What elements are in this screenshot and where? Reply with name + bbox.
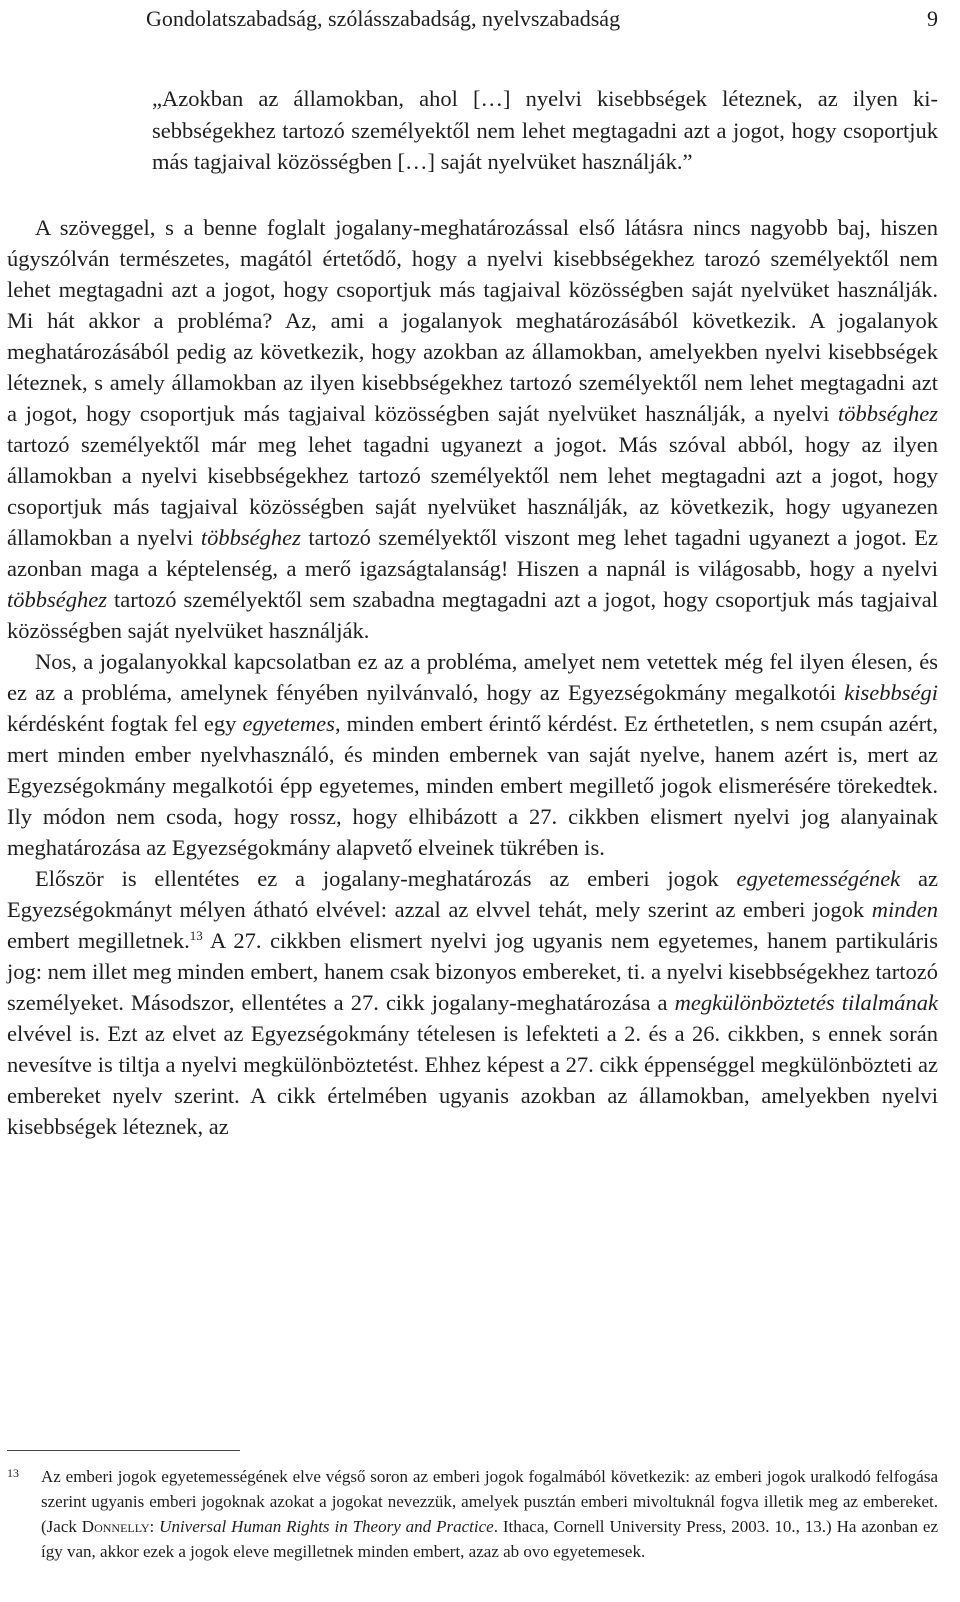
paragraph-3: [7, 863, 938, 1142]
book-title: Universal Human Rights in Theory and Practice: [159, 1517, 494, 1536]
italic-run: kisebbségi: [844, 680, 938, 705]
footnote-separator: [7, 1450, 240, 1451]
text-run: . Ithaca, Cornell University Press, 2003. 10., 13.) Ha azonban ez így van, akkor ezek a jogok eleve megilletnek minden embert, azaz ab ovo egyetemesek.: [41, 1517, 938, 1561]
running-title: Gondolatszabadság, szólásszabadság, nyelvszabadság: [146, 6, 621, 31]
footnote-number: 13: [7, 1466, 19, 1480]
italic-run: egyetemes: [242, 711, 335, 736]
footnote-text: [41, 1464, 938, 1564]
italic-run: minden: [871, 897, 938, 922]
text-run: tartozó személyektől viszont meg lehet tagadni ugyanezt a jogot. Ez azonban maga a képtelenség, a merő igazságtalanság! Hiszen a napnál is világosabb, hogy a nyelvi: [7, 525, 938, 581]
text-run: A szöveggel, s a benne foglalt jogalany-meghatározással első látásra nincs nagyobb baj, hiszen úgyszólván természetes, magától értetődő, hogy a nyelvi kisebbségekhez tarozó személyektől nem lehet megtagadni azt a jogot, hogy csoportjuk más tagjaival közösségben saját nyelvüket használják. Mi hát akkor a probléma? Az, ami a jogalanyok meghatározásából következik. A jogalanyok meghatározásából pedig az következik, hogy azokban az államokban, amelyekben nyelvi kisebbségek léteznek, s amely államokban az ilyen kisebbségekhez tartozó személyektől nem lehet megtagadni azt a jogot, hogy csoportjuk más tagjaival közösségben saját nyelvüket használják, a nyelvi: [7, 215, 938, 426]
italic-run: megkülönböztetés tilalmának: [674, 990, 938, 1015]
italic-run: egyetemességének: [736, 866, 901, 891]
footnote-reference[interactable]: 13: [189, 928, 203, 943]
text-run: Először is ellentétes ez a jogalany-meghatározás az emberi jogok: [35, 866, 737, 891]
text-run: , minden embert érintő kérdést. Ez érthetetlen, s nem csupán azért, mert minden ember nyelvhasználó, és minden embernek van saját nyelve, hanem azért is, mert az Egyezségokmány megalkotói épp egyetemes, minden embert megillető jogok elismerésére törekedtek. Ily módon nem csoda, hogy rossz, hogy elhibázott a 27. cikkben elismert nyelvi jog alanyainak meghatározása az Egyezségokmány alapvető elveinek tükrében is.: [7, 711, 938, 860]
italic-run: többséghez: [200, 525, 301, 550]
running-header: [146, 3, 938, 35]
paragraph-1: [7, 212, 938, 646]
italic-run: többséghez: [838, 401, 938, 426]
text-run: az Egyezségokmányt mélyen átható elvével: azzal az elvvel tehát, mely szerint az emberi jogok: [7, 866, 938, 922]
italic-run: többséghez: [7, 587, 107, 612]
text-run: tartozó személyektől már meg lehet tagadni ugyanezt a jogot. Más szóval abból, hogy az ilyen államokban a nyelvi kisebbségekhez tartozó személyektől nem lehet megtagadni azt a jogot, hogy csoportjuk más tagjaival közösségben saját nyelvüket használják, az következik, hogy ugyanezen államokban a nyelvi: [7, 432, 938, 550]
text-run: tartozó személyektől sem szabadna megtagadni azt a jogot, hogy csoportjuk más tagjaival közösségben saját nyelvüket használják.: [7, 587, 938, 643]
author-name: Donnelly: [81, 1517, 150, 1536]
text-run: kérdésként fogtak fel egy: [7, 711, 243, 736]
text-run: elvével is. Ezt az elvet az Egyezségokmány tételesen is lefekteti a 2. és a 26. cikkben, s ennek során nevesítve is tiltja a nyelvi megkülönböztetést. Ehhez képest a 27. cikk éppenséggel megkülönbözteti az embereket nyelv szerint. A cikk értelmében ugyanis azokban az államokban, amelyekben nyelvi kisebbségek léteznek, az: [7, 1021, 938, 1139]
page-number: 9: [927, 6, 938, 31]
text-run: Nos, a jogalanyokkal kapcsolatban ez az a probléma, amelyet nem vetettek még fel ilyen élesen, és ez az a probléma, amelynek fényében nyilvánvaló, hogy az Egyezségokmány megalkotói: [7, 649, 938, 705]
text-run: :: [149, 1517, 160, 1536]
text-run: embert megilletnek.: [7, 928, 190, 953]
block-quote: „Azokban az államokban, ahol […] nyelvi kisebbségek léteznek, az ilyen kisebbségekhez tartozó személyektől nem lehet megtagadni azt a jogot, hogy csoportjuk más tagjaival közösségben […] saját nyelvüket használják.”: [152, 86, 938, 174]
body-text: [7, 212, 938, 1142]
paragraph-2: [7, 646, 938, 863]
text-run: Az emberi jogok egyetemességének elve végső soron az emberi jogok fogalmából következik: az emberi jogok uralkodó felfogása szerint ugyanis emberi jogoknak azokat a jogokat nevezzük, amelyek pusztán emberi mivoltuknál fogva illetik meg az embereket. (Jack: [41, 1467, 938, 1536]
footnote: [7, 1464, 938, 1564]
text-run: A 27. cikkben elismert nyelvi jog ugyanis nem egyetemes, hanem partikuláris jog: nem illet meg minden embert, hanem csak bizonyos embereket, ti. a nyelvi kisebbségekhez tartozó személyeket. Másodszor, ellentétes a 27. cikk jogalany-meghatározása a: [7, 928, 939, 1015]
